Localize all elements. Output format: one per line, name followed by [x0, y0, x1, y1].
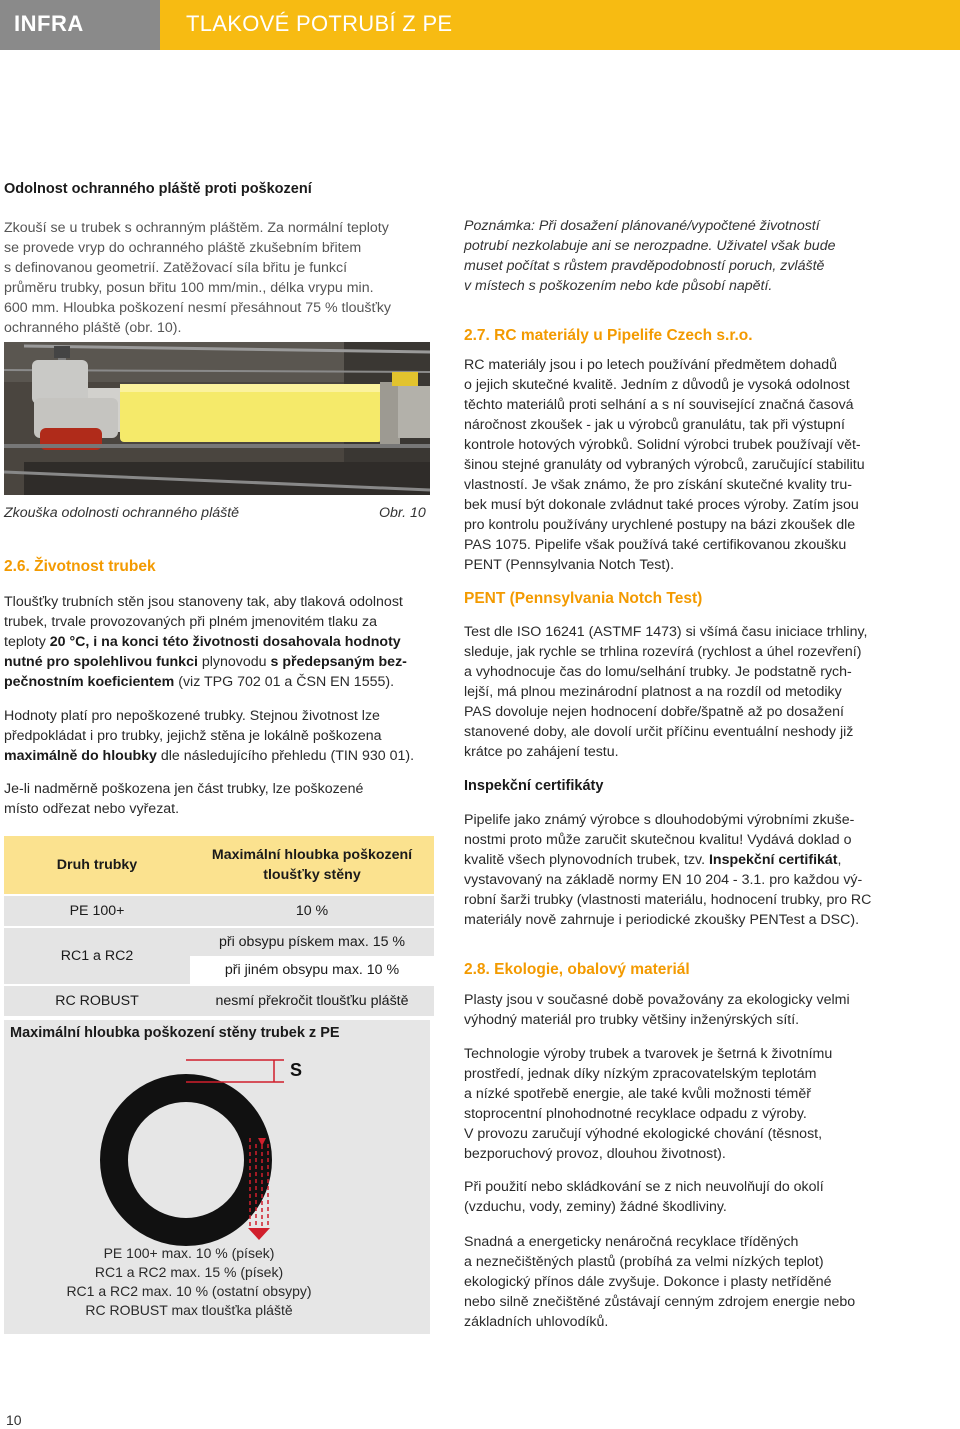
text-line: PENT (Pennsylvania Notch Test). [464, 557, 675, 573]
text-line: (vzduchu, vody, zeminy) žádné škodliviny. [464, 1199, 727, 1215]
text-line: pro kontrolu používány urychlené postupy na bázi zkoušek dle [464, 517, 856, 533]
text-line: bezporuchový provoz, dlouhou životnost). [464, 1146, 726, 1162]
text-line [4, 632, 407, 652]
text-line: a vyhodnocuje čas do lomu/selhání trubky. Je podstatně rych- [464, 664, 852, 680]
text-line: ekologický přínos dále zvyšuje. Dokonce i plasty netříděné [464, 1274, 832, 1290]
text-line: předpokládat i pro trubky, jejichž stěna je lokálně poškozena [4, 728, 382, 744]
text-line: Snadná a energeticky nenáročná recyklace tříděných [464, 1234, 799, 1250]
header-title-bar [160, 0, 960, 50]
header-line: tloušťky stěny [263, 867, 361, 883]
section-title-inspection-certs: Inspekční certifikáty [464, 778, 604, 794]
text-line: Poznámka: Při dosažení plánované/vypočtené životností [464, 218, 820, 234]
text-line: nebo silně znečištěné zůstávají cenným zdrojem energie nebo [464, 1294, 856, 1310]
ecology-paragraph-3 [464, 1177, 824, 1217]
text-line: vlastností. Je však známo, že pro získání skutečné kvality tru- [464, 477, 852, 493]
text-run-bold: nutné pro spolehlivou funkci [4, 654, 198, 670]
text-line: prostředí, jednak díky nízkým zpracovatelským teplotám [464, 1066, 817, 1082]
section-title-rc-materials: 2.7. RC materiály u Pipelife Czech s.r.o. [464, 327, 753, 344]
table-row [4, 927, 434, 956]
text-line: šinou stejné granuláty od vybraných výrobců, zaručující stabilitu [464, 457, 865, 473]
text-line: stanovené doby, ale dovolí určit příčinu eventuální neshody již [464, 724, 854, 740]
text-run: teploty [4, 634, 50, 650]
text-line: nostmi proto může zaručit skutečnou kvalitu! Vydává doklad o [464, 832, 852, 848]
text-run: , [837, 852, 842, 868]
ecology-paragraph-1 [464, 990, 850, 1030]
text-run: kvalitě všech plynovodních trubek, tzv. [464, 852, 709, 868]
table-row [4, 985, 434, 1016]
text-line: sleduje, jak rychle se trhlina rozevírá (rychlost a úhel rozevření) [464, 644, 862, 660]
text-line: stoprocentní plnohodnotné recyklace odpadu z výroby. [464, 1106, 807, 1122]
table-header-row [4, 836, 434, 895]
legend-item: RC1 a RC2 max. 15 % (písek) [94, 1264, 284, 1280]
text-run: dle následujícího přehledu (TIN 930 01). [156, 748, 415, 764]
text-line: potrubí nezkolabuje ani se nerozpadne. Uživatel však bude [464, 238, 836, 254]
text-line: a nízké spotřebě energie, ale také kvůli možnosti téměř [464, 1086, 811, 1102]
section-title-pent: PENT (Pennsylvania Notch Test) [464, 590, 703, 607]
text-line [464, 850, 871, 870]
inspection-paragraph [464, 810, 871, 930]
pent-paragraph [464, 622, 867, 762]
text-line: krátce po zahájení testu. [464, 744, 619, 760]
text-line [4, 672, 407, 692]
text-run-bold: 20 °C, i na konci této životnosti dosahovala hodnoty [49, 634, 401, 650]
text-line: základních uhlovodíků. [464, 1314, 609, 1330]
table-cell-type: RC ROBUST [4, 985, 190, 1016]
table-cell-value: nesmí překročit tloušťku pláště [190, 985, 434, 1016]
text-line: s definovanou geometrií. Zatěžovací síla břitu je funkcí [4, 260, 348, 276]
text-line: se provede vryp do ochranného pláště zkušebním břitem [4, 240, 362, 256]
table-cell-value: při obsypu pískem max. 15 % [190, 927, 434, 956]
text-run: plynovodu [197, 654, 271, 670]
text-line: trubek, trvale provozovaných při plném jmenovitém tlaku za [4, 614, 377, 630]
text-line: RC materiály jsou i po letech používání předmětem dohadů [464, 357, 838, 373]
table-cell-type: PE 100+ [4, 895, 190, 927]
text-line: lejší, má plnou mezinárodní platnost a na rozdíl od metodiky [464, 684, 842, 700]
text-line: PAS 1075. Pipelife však používá také certifikovanou zkoušku [464, 537, 847, 553]
text-line: o jejich skutečné kvalitě. Jedním z důvodů je vysoká odolnost [464, 377, 850, 393]
header-title: TLAKOVÉ POTRUBÍ Z PE [186, 11, 453, 36]
pipe-cross-section [4, 1020, 430, 1250]
legend-item: RC1 a RC2 max. 10 % (ostatní obsypy) [66, 1283, 312, 1299]
text-run-bold: Inspekční certifikát [708, 852, 838, 868]
table-header-type: Druh trubky [4, 836, 190, 895]
text-line: náročnost zkoušek - jak u výrobců granulátu, tak při výstupní [464, 417, 845, 433]
ecology-paragraph-2 [464, 1044, 832, 1164]
text-run-bold: maximálně do hloubky [4, 748, 157, 764]
text-line: a neznečištěných plastů (probíhá za velmi nízkých teplot) [464, 1254, 824, 1270]
text-line: místo odřezat nebo vyřezat. [4, 801, 180, 817]
damage-depth-table [4, 836, 434, 1016]
text-line [4, 746, 414, 766]
lifetime-paragraph-3 [4, 779, 363, 819]
text-line: Pipelife jako známý výrobce s dlouhodobými výrobními zkuše- [464, 812, 855, 828]
section-title-lifetime: 2.6. Životnost trubek [4, 558, 156, 575]
text-line: vystavovaný na základě normy EN 10 204 - 3.1. pro každou vý- [464, 872, 863, 888]
header-section-label: INFRA [14, 11, 84, 36]
text-run-bold: s předepsaným bez- [270, 654, 407, 670]
text-run-bold: pečnostním koeficientem [4, 674, 175, 690]
text-line: robní šarži trubky (vlastnosti materiálu, hodnocení trubky, pro RC [464, 892, 872, 908]
text-line: Je-li nadměrně poškozena jen část trubky, lze poškozené [4, 781, 364, 797]
table-row [4, 895, 434, 927]
text-line: ochranného pláště (obr. 10). [4, 320, 182, 336]
diagram-title: Maximální hloubka poškození stěny trubek z PE [10, 1025, 340, 1041]
text-run: (viz TPG 702 01 a ČSN EN 1555). [174, 674, 395, 690]
text-line: bek musí být dokonale zvládnut také proces výroby. Zatím jsou [464, 497, 859, 513]
text-line: V provozu zaručují výhodné ekologické chování (těsnost, [464, 1126, 823, 1142]
text-line: průměru trubky, posun břitu 100 mm/min., délka vrypu min. [4, 280, 374, 296]
test-rig-illustration [4, 342, 430, 495]
page-number: 10 [6, 1412, 22, 1428]
table-cell-value: 10 % [190, 895, 434, 927]
text-line: výhodný materiál pro trubky většiny inženýrských sítí. [464, 1012, 800, 1028]
sheath-test-photo [4, 342, 430, 495]
header-line: Maximální hloubka poškození [211, 847, 413, 863]
text-line: Hodnoty platí pro nepoškozené trubky. Stejnou životnost lze [4, 708, 380, 724]
table-cell-type: RC1 a RC2 [4, 927, 190, 985]
sheath-test-paragraph [4, 218, 391, 338]
ecology-paragraph-4 [464, 1232, 855, 1332]
text-line: Test dle ISO 16241 (ASTMF 1473) si všímá času iniciace trhliny, [464, 624, 868, 640]
diagram-legend [4, 1244, 374, 1320]
text-line: Tloušťky trubních stěn jsou stanoveny tak, aby tlaková odolnost [4, 594, 403, 610]
lifetime-paragraph-2 [4, 706, 414, 766]
text-line: PAS dovoluje nejen hodnocení dobře/špatně až po dosažení [464, 704, 844, 720]
text-line: 600 mm. Hloubka poškození nesmí přesáhnout 75 % tloušťky [4, 300, 392, 316]
figure-caption: Zkouška odolnosti ochranného pláště [4, 505, 240, 521]
text-line: v místech s poškozením nebo kde působí napětí. [464, 278, 773, 294]
header-section-tab [0, 0, 160, 50]
wall-thickness-label: S [290, 1060, 303, 1080]
table-cell-value: při jiném obsypu max. 10 % [190, 956, 434, 985]
text-line: materiály nově zahrnuje i periodické zkoušky PENTest a DSC). [464, 912, 860, 928]
lifetime-note [464, 216, 835, 296]
wall-damage-diagram [4, 1020, 430, 1334]
lifetime-paragraph-1 [4, 592, 407, 692]
text-line: Zkouší se u trubek s ochranným pláštěm. Za normální teploty [4, 220, 389, 236]
text-line: kontrole hotových výrobků. Solidní výrobci trubek používají vět- [464, 437, 861, 453]
section-title-sheath-resistance: Odolnost ochranného pláště proti poškození [4, 181, 312, 197]
table-header-depth [190, 836, 434, 895]
section-title-ecology: 2.8. Ekologie, obalový materiál [464, 961, 690, 978]
text-line: Plasty jsou v současné době považovány za ekologicky velmi [464, 992, 850, 1008]
legend-item: RC ROBUST max tloušťka pláště [85, 1302, 293, 1318]
legend-item: PE 100+ max. 10 % (písek) [103, 1245, 275, 1261]
text-line: Technologie výroby trubek a tvarovek je šetrná k životnímu [464, 1046, 833, 1062]
figure-number: Obr. 10 [379, 505, 426, 521]
text-line [4, 652, 407, 672]
rc-materials-paragraph [464, 355, 865, 575]
text-line: těchto materiálů proti selhání a s ní související značná časová [464, 397, 854, 413]
text-line: Při použití nebo skládkování se z nich neuvolňují do okolí [464, 1179, 824, 1195]
text-line: muset počítat s růstem pravděpodobností poruch, zvláště [464, 258, 825, 274]
